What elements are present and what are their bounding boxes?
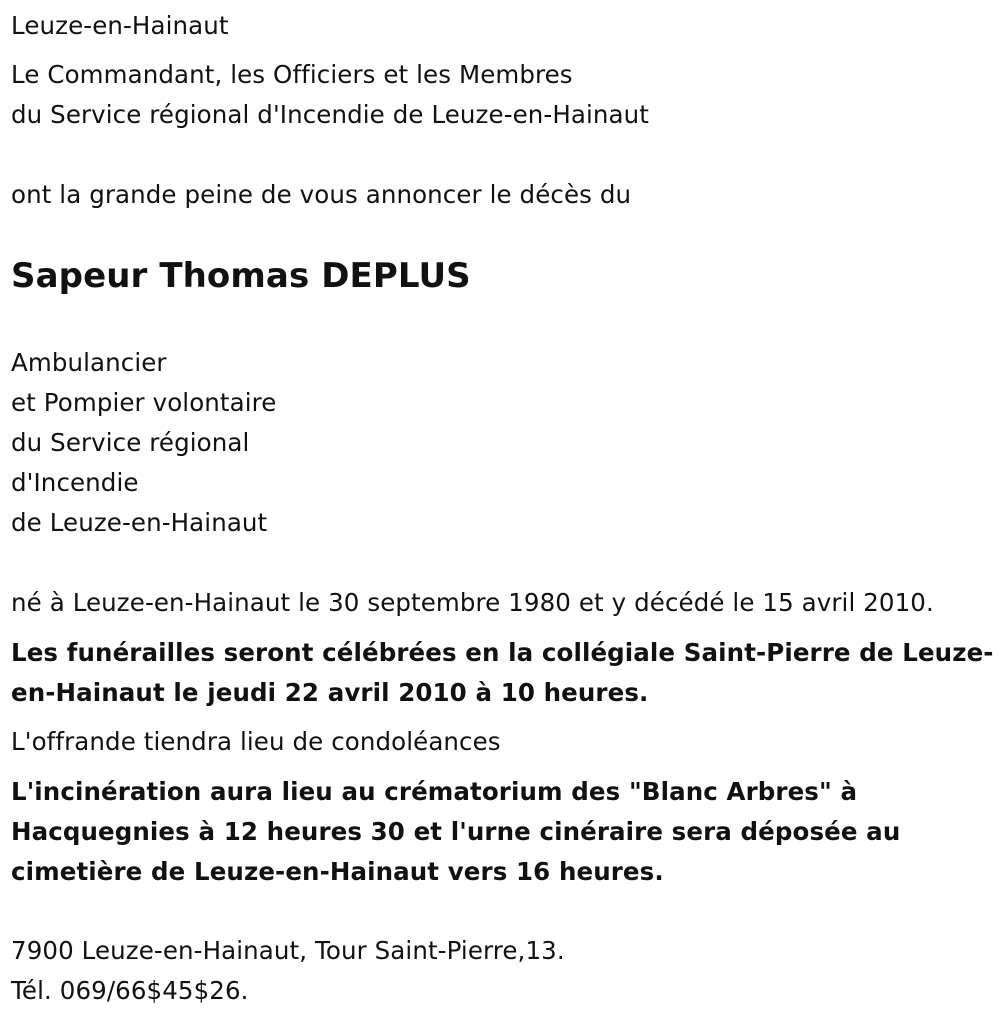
role-line: d'Incendie xyxy=(11,468,139,497)
announcers-line-1: Le Commandant, les Officiers et les Membres xyxy=(11,60,573,89)
birth-death-text: né à Leuze-en-Hainaut le 30 septembre 1980 et y décédé le 15 avril 2010. xyxy=(11,588,934,617)
cremation-line-1: L'incinération aura lieu au crématorium des "Blanc Arbres" à xyxy=(11,777,858,806)
funeral-line-1: Les funérailles seront célébrées en la collégiale Saint-Pierre de Leuze- xyxy=(11,638,994,667)
cremation-line-3: cimetière de Leuze-en-Hainaut vers 16 heures. xyxy=(11,857,664,886)
role-line: du Service régional xyxy=(11,428,250,457)
role-line: de Leuze-en-Hainaut xyxy=(11,508,268,537)
offering-text: L'offrande tiendra lieu de condoléances xyxy=(11,727,501,756)
heading-location: Leuze-en-Hainaut xyxy=(11,11,229,40)
announcers-line-2: du Service régional d'Incendie de Leuze-en-Hainaut xyxy=(11,100,649,129)
contact-address: 7900 Leuze-en-Hainaut, Tour Saint-Pierre,13. xyxy=(11,936,565,965)
contact-phone: Tél. 069/66$45$26. xyxy=(11,976,249,1005)
funeral-line-2: en-Hainaut le jeudi 22 avril 2010 à 10 heures. xyxy=(11,678,649,707)
role-line: Ambulancier xyxy=(11,348,167,377)
deceased-name: Sapeur Thomas DEPLUS xyxy=(11,256,471,296)
role-line: et Pompier volontaire xyxy=(11,388,277,417)
intro-text: ont la grande peine de vous annoncer le décès du xyxy=(11,180,632,209)
cremation-line-2: Hacquegnies à 12 heures 30 et l'urne cinéraire sera déposée au xyxy=(11,817,901,846)
